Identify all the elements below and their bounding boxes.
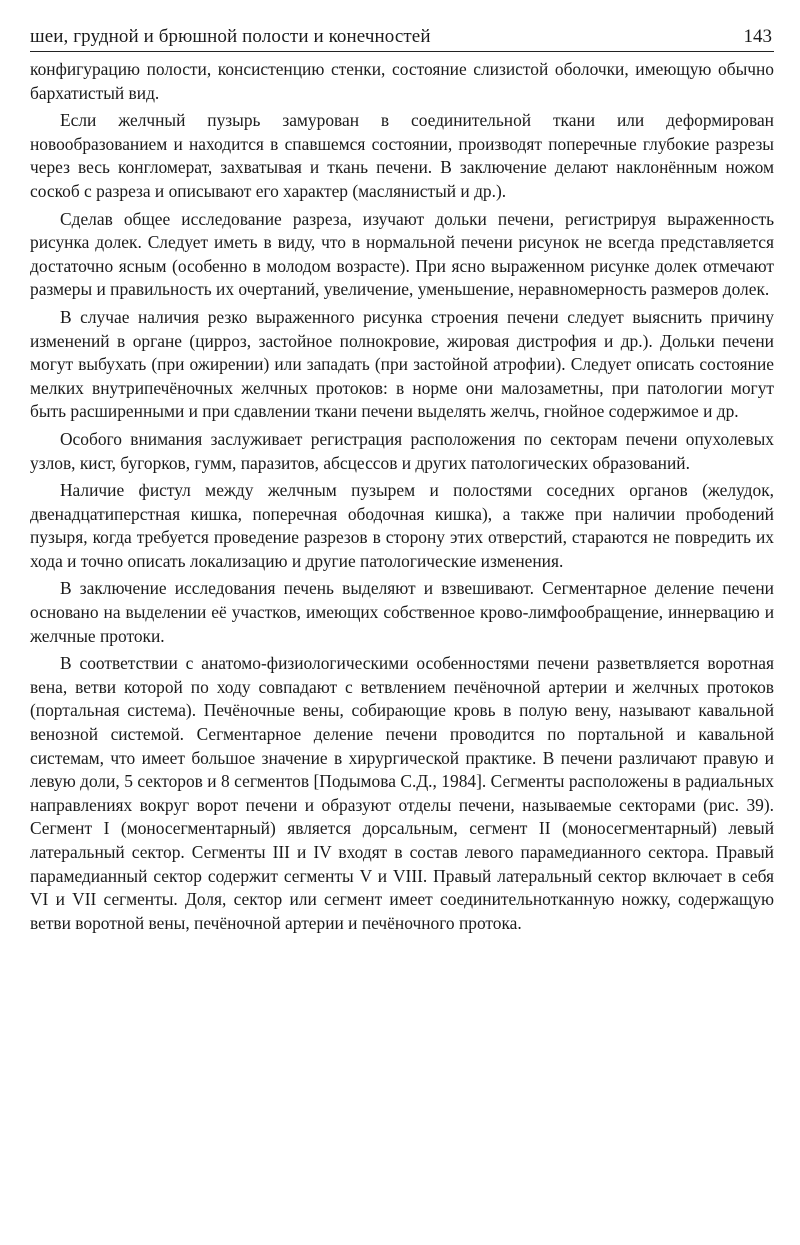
paragraph-continuation: конфигурацию полости, консистенцию стенки, состояние слизистой оболочки, имеющую обычно бархатистый вид. (30, 59, 774, 103)
paragraph: В соответствии с анатомо-физиологическими особенностями печени разветвляется воротная вена, ветви которой по ходу совпадают с ветвлением печёночной артерии и желчных протоков (портальная система). Печёночные вены, собирающие кровь в полую вену, называют кавальной венозной системой. Сегментарное деление печени проводится по портальной и кавальной системам, что имеет большое значение в хирургической практике. В печени различают правую и левую доли, 5 секторов и 8 сегментов [Подымова С.Д., 1984]. Сегменты расположены в радиальных направлениях вокруг ворот печени и образуют отделы печени, называемые секторами (рис. 39). Сегмент I (моносегментарный) является дорсальным, сегмент II (моносегментарный) левый латеральный сектор. Сегменты III и IV входят в состав левого парамедианного сектора. Правый парамедианный сектор содержит сегменты V и VIII. Правый латеральный сектор включает в себя VI и VII сегменты. Доля, сектор или сегмент имеет соединительнотканную ножку, содержащую ветви воротной вены, печёночной артерии и печёночного протока. (30, 653, 774, 933)
paragraph: Если желчный пузырь замурован в соединительной ткани или деформирован новообразованием и находится в спавшемся состоянии, производят поперечные глубокие разрезы через весь конгломерат, захватывая и ткань печени. В заключение делают наклонённым ножом соскоб с разреза и описывают его характер (маслянистый и др.). (30, 110, 774, 201)
paragraph: Особого внимания заслуживает регистрация расположения по секторам печени опухолевых узлов, кист, бугорков, гумм, паразитов, абсцессов и других патологических образований. (30, 428, 774, 473)
running-title: шеи, грудной и брюшной полости и конечностей (30, 26, 431, 47)
running-header (30, 26, 774, 52)
paragraph: В заключение исследования печень выделяют и взвешивают. Сегментарное деление печени основано на выделении её участков, имеющих собственное крово-лимфообращение, иннервацию и желчные протоки. (30, 578, 774, 646)
paragraph: В случае наличия резко выраженного рисунка строения печени следует выяснить причину изменений в органе (цирроз, застойное полнокровие, жировая дистрофия и др.). Дольки печени могут выбухать (при ожирении) или западать (при застойной атрофии). Следует описать состояние мелких внутрипечёночных желчных протоков: в норме они малозаметны, при патологии могут быть расширенными и при сдавлении ткани печени выделять желчь, гнойное содержимое и др. (30, 306, 774, 422)
body-text (30, 58, 774, 935)
paragraph: Наличие фистул между желчным пузырем и полостями соседних органов (желудок, двенадцатиперстная кишка, поперечная ободочная кишка), а также при наличии прободений пузыря, когда требуется проведение разрезов в сторону этих отверстий, стараются не повредить их хода и точно описать локализацию и другие патологические изменения. (30, 480, 774, 571)
page-number: 143 (743, 26, 772, 47)
paragraph: Сделав общее исследование разреза, изучают дольки печени, регистрируя выраженность рисунка долек. Следует иметь в виду, что в нормальной печени рисунок не всегда представляется достаточно ясным (особенно в молодом возрасте). При ясно выраженном рисунке долек отмечают размеры и правильность их очертаний, увеличение, уменьшение, неравномерность размеров долек. (30, 208, 774, 300)
book-page (30, 26, 774, 939)
